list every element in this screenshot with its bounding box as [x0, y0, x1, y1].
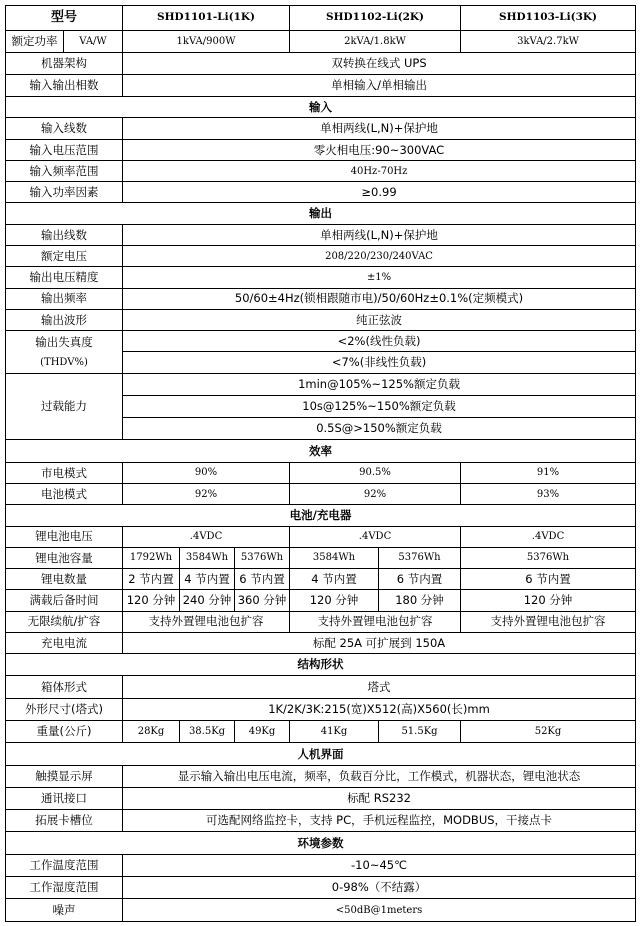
weight-value: 49Kg	[235, 720, 290, 742]
hmi-label: 触摸显示屏	[6, 765, 123, 787]
input-value: 单相两线(L,N)+保护地	[123, 118, 636, 139]
dimension-label: 外形尺寸(塔式)	[6, 698, 123, 720]
overload-value: 0.5S@>150%额定负载	[123, 418, 636, 440]
battery-count-value: 6 节内置	[379, 569, 461, 590]
overload-value: 1min@105%~125%额定负载	[123, 373, 636, 395]
weight-value: 28Kg	[123, 720, 180, 742]
input-row	[6, 118, 636, 139]
input-title: 输入	[6, 97, 636, 118]
rated-power-2k: 2kVA/1.8kW	[290, 31, 461, 52]
phase-label: 输入输出相数	[6, 74, 123, 96]
output-value: ±1%	[123, 267, 636, 288]
input-row	[6, 182, 636, 203]
output-row	[6, 288, 636, 309]
output-row	[6, 224, 636, 245]
overload-value: 10s@125%~150%额定负载	[123, 395, 636, 417]
battery-count-label: 锂电数量	[6, 569, 123, 590]
efficiency-section-header	[6, 440, 636, 462]
model-label: 型号	[6, 6, 123, 31]
efficiency-label: 电池模式	[6, 484, 123, 505]
environment-row	[6, 876, 636, 898]
phase-row	[6, 74, 636, 96]
thd-row	[6, 331, 636, 352]
environment-value: -10~45℃	[123, 854, 636, 876]
output-label: 输出波形	[6, 309, 123, 330]
battery-count-value: 2 节内置	[123, 569, 180, 590]
input-label: 输入功率因素	[6, 182, 123, 203]
battery-count-row	[6, 569, 636, 590]
environment-value: <50dB@1meters	[123, 899, 636, 922]
battery-capacity-value: 5376Wh	[461, 547, 636, 568]
weight-value: 52Kg	[461, 720, 636, 742]
hmi-row	[6, 787, 636, 809]
rated-power-unit: VA/W	[64, 31, 123, 52]
battery-capacity-value: 5376Wh	[235, 547, 290, 568]
efficiency-1k: 92%	[123, 484, 290, 505]
battery-runtime-value: 120 分钟	[461, 590, 636, 611]
battery-count-value: 4 节内置	[290, 569, 379, 590]
environment-section-header	[6, 832, 636, 854]
environment-title: 环境参数	[6, 832, 636, 854]
environment-label: 工作温度范围	[6, 854, 123, 876]
output-value: 纯正弦波	[123, 309, 636, 330]
architecture-label: 机器架构	[6, 52, 123, 74]
efficiency-label: 市电模式	[6, 462, 123, 483]
phase-value: 单相输入/单相输出	[123, 74, 636, 96]
efficiency-row	[6, 484, 636, 505]
model-2k: SHD1102-Li(2K)	[290, 6, 461, 31]
case-value: 塔式	[123, 676, 636, 698]
efficiency-row	[6, 462, 636, 483]
efficiency-2k: 92%	[290, 484, 461, 505]
input-value: 零火相电压:90~300VAC	[123, 139, 636, 160]
environment-row	[6, 899, 636, 922]
battery-charge-label: 充电电流	[6, 632, 123, 653]
efficiency-title: 效率	[6, 440, 636, 462]
battery-charge-value: 标配 25A 可扩展到 150A	[123, 632, 636, 653]
output-value: 50/60±4Hz(锁相跟随市电)/50/60Hz±0.1%(定频模式)	[123, 288, 636, 309]
input-section-header	[6, 97, 636, 118]
battery-extend-2k: 支持外置锂电池包扩容	[290, 611, 461, 632]
dimension-value: 1K/2K/3K:215(宽)X512(高)X560(长)mm	[123, 698, 636, 720]
thd-label-line2: (THDV%)	[40, 356, 88, 368]
rated-power-3k: 3kVA/2.7kW	[461, 31, 636, 52]
battery-count-value: 6 节内置	[235, 569, 290, 590]
architecture-value: 双转换在线式 UPS	[123, 52, 636, 74]
battery-voltage-label: 锂电池电压	[6, 526, 123, 547]
battery-count-value: 4 节内置	[180, 569, 235, 590]
battery-runtime-value: 360 分钟	[235, 590, 290, 611]
weight-value: 51.5Kg	[379, 720, 461, 742]
battery-runtime-value: 240 分钟	[180, 590, 235, 611]
battery-extend-row	[6, 611, 636, 632]
output-label: 输出频率	[6, 288, 123, 309]
environment-label: 工作湿度范围	[6, 876, 123, 898]
rated-power-label: 额定功率	[6, 31, 64, 52]
output-row	[6, 246, 636, 267]
thd-nonlinear-value: <7%(非线性负载)	[123, 352, 636, 373]
hmi-title: 人机界面	[6, 743, 636, 765]
rated-power-1k: 1kVA/900W	[123, 31, 290, 52]
battery-runtime-value: 120 分钟	[123, 590, 180, 611]
battery-title: 电池/充电器	[6, 505, 636, 526]
thd-label-line1: 输出失真度	[35, 335, 93, 350]
weight-row	[6, 720, 636, 742]
efficiency-1k: 90%	[123, 462, 290, 483]
battery-runtime-value: 120 分钟	[290, 590, 379, 611]
output-value: 208/220/230/240VAC	[123, 246, 636, 267]
case-row	[6, 676, 636, 698]
model-1k: SHD1101-Li(1K)	[123, 6, 290, 31]
battery-runtime-value: 180 分钟	[379, 590, 461, 611]
battery-extend-label: 无限续航/扩容	[6, 611, 123, 632]
environment-label: 噪声	[6, 899, 123, 922]
weight-value: 41Kg	[290, 720, 379, 742]
structure-title: 结构形状	[6, 654, 636, 676]
overload-label: 过载能力	[6, 373, 123, 440]
environment-value: 0-98%（不结露）	[123, 876, 636, 898]
output-label: 输出线数	[6, 224, 123, 245]
structure-section-header	[6, 654, 636, 676]
hmi-value: 标配 RS232	[123, 787, 636, 809]
output-row	[6, 309, 636, 330]
battery-runtime-row	[6, 590, 636, 611]
battery-charge-row	[6, 632, 636, 653]
battery-count-value: 6 节内置	[461, 569, 636, 590]
hmi-row	[6, 765, 636, 787]
environment-row	[6, 854, 636, 876]
weight-value: 38.5Kg	[180, 720, 235, 742]
battery-extend-3k: 支持外置锂电池包扩容	[461, 611, 636, 632]
battery-capacity-value: 3584Wh	[290, 547, 379, 568]
hmi-section-header	[6, 743, 636, 765]
battery-capacity-value: 5376Wh	[379, 547, 461, 568]
model-row	[6, 6, 636, 31]
battery-voltage-row	[6, 526, 636, 547]
efficiency-2k: 90.5%	[290, 462, 461, 483]
hmi-label: 拓展卡槽位	[6, 810, 123, 832]
output-title: 输出	[6, 203, 636, 224]
overload-row	[6, 373, 636, 395]
thd-label	[6, 331, 123, 374]
case-label: 箱体形式	[6, 676, 123, 698]
battery-capacity-row	[6, 547, 636, 568]
dimension-row	[6, 698, 636, 720]
battery-voltage-1k: .4VDC	[123, 526, 290, 547]
output-label: 输出电压精度	[6, 267, 123, 288]
battery-voltage-3k: .4VDC	[461, 526, 636, 547]
input-value: ≥0.99	[123, 182, 636, 203]
input-row	[6, 139, 636, 160]
output-row	[6, 267, 636, 288]
output-label: 额定电压	[6, 246, 123, 267]
input-value: 40Hz-70Hz	[123, 160, 636, 181]
architecture-row	[6, 52, 636, 74]
thd-linear-value: <2%(线性负载)	[123, 331, 636, 352]
battery-capacity-value: 1792Wh	[123, 547, 180, 568]
hmi-row	[6, 810, 636, 832]
model-3k: SHD1103-Li(3K)	[461, 6, 636, 31]
spec-table	[5, 5, 636, 922]
battery-extend-1k: 支持外置锂电池包扩容	[123, 611, 290, 632]
battery-runtime-label: 满载后备时间	[6, 590, 123, 611]
input-label: 输入频率范围	[6, 160, 123, 181]
hmi-value: 显示输入输出电压电流，频率，负载百分比，工作模式，机器状态，锂电池状态	[123, 765, 636, 787]
battery-voltage-2k: .4VDC	[290, 526, 461, 547]
output-value: 单相两线(L,N)+保护地	[123, 224, 636, 245]
input-row	[6, 160, 636, 181]
battery-capacity-value: 3584Wh	[180, 547, 235, 568]
battery-capacity-label: 锂电池容量	[6, 547, 123, 568]
weight-label: 重量(公斤)	[6, 720, 123, 742]
hmi-label: 通讯接口	[6, 787, 123, 809]
rated-power-row	[6, 31, 636, 52]
input-label: 输入电压范围	[6, 139, 123, 160]
input-label: 输入线数	[6, 118, 123, 139]
battery-section-header	[6, 505, 636, 526]
efficiency-3k: 93%	[461, 484, 636, 505]
efficiency-3k: 91%	[461, 462, 636, 483]
output-section-header	[6, 203, 636, 224]
hmi-value: 可选配网络监控卡，支持 PC，手机远程监控，MODBUS，干接点卡	[123, 810, 636, 832]
